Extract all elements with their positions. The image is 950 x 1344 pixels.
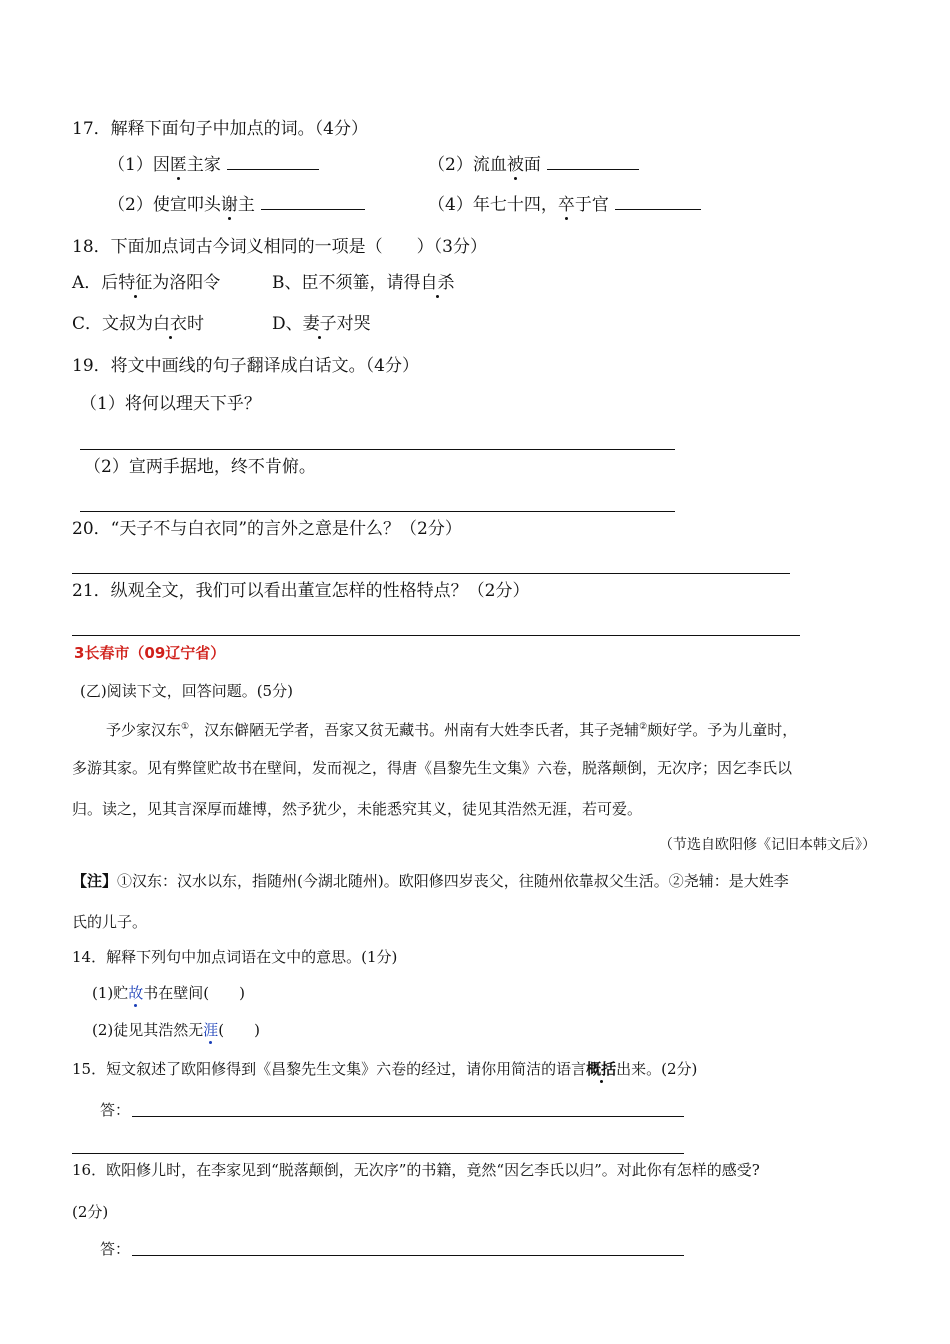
answer-blank[interactable]	[261, 193, 365, 210]
dotted-word: 涯	[203, 1021, 219, 1039]
note-line-1: 【注】①汉东：汉水以东，指随州(今湖北随州)。欧阳修四岁丧父，往随州依靠叔父生活。②尧辅：是大姓李	[72, 872, 789, 890]
q21-question: 21．纵观全文，我们可以看出董宣怎样的性格特点？（2分）	[72, 581, 530, 601]
answer-blank[interactable]	[547, 153, 639, 170]
q17-item-2: （2）流血被面	[428, 153, 639, 176]
q18-option-c[interactable]: C．文叔为白衣时	[72, 314, 205, 334]
answer-blank[interactable]	[227, 153, 319, 170]
passage-line-1: 予少家汉东①，汉东僻陋无学者，吾家又贫无藏书。州南有大姓李氏者，其子尧辅②颇好学。予为儿童时，	[106, 721, 798, 739]
dotted-word: 概括	[586, 1060, 617, 1078]
dotted-word: 谢	[220, 195, 238, 215]
dotted-word: 故	[128, 984, 144, 1002]
q17-item-4: （4）年七十四，卒于官	[428, 193, 701, 216]
q14-item-2: (2)徒见其浩然无涯( )	[92, 1021, 260, 1039]
dotted-word: 自杀	[420, 273, 455, 293]
q16-question-line-1: 16．欧阳修儿时，在李家见到“脱落颠倒，无次序”的书籍，竟然“因乞李氏以归”。对此你有怎样的感受?	[72, 1161, 760, 1179]
q19-sentence-2: （2）宣两手据地，终不肯俯。	[84, 457, 316, 477]
passage-line-3: 归。读之，见其言深厚而雄博，然予犹少，未能悉究其义，徒见其浩然无涯，若可爱。	[72, 800, 643, 818]
q17-title: 17．解释下面句子中加点的词。（4分）	[72, 119, 368, 139]
q17-item-1: （1）因匿主家	[108, 153, 319, 176]
q16-question-line-2: (2分)	[72, 1203, 109, 1221]
q19-sentence-1: （1）将何以理天下乎？	[80, 394, 261, 414]
answer-label: 答：	[100, 1240, 131, 1258]
note-line-2: 氏的儿子。	[72, 913, 148, 931]
q18-option-d[interactable]: D、妻子对哭	[272, 314, 371, 334]
dotted-word: 妻子	[302, 314, 337, 334]
dotted-word: 被	[506, 155, 524, 175]
answer-line[interactable]	[132, 1255, 684, 1256]
q15-question: 15．短文叙述了欧阳修得到《昌黎先生文集》六卷的经过，请你用简洁的语言概括出来。(2分)	[72, 1060, 698, 1078]
q19-title: 19．将文中画线的句子翻译成白话文。（4分）	[72, 356, 419, 376]
passage-source: （节选自欧阳修《记旧本韩文后》）	[659, 837, 876, 853]
answer-line[interactable]	[132, 1116, 684, 1117]
q18-option-a[interactable]: A．后特征为洛阳令	[72, 273, 221, 293]
answer-label: 答：	[100, 1101, 131, 1119]
dotted-word: 白衣	[153, 314, 188, 334]
answer-line[interactable]	[72, 1153, 684, 1154]
answer-line[interactable]	[72, 573, 790, 574]
q20-question: 20．“天子不与白衣同”的言外之意是什么？（2分）	[72, 519, 462, 539]
q18-option-b[interactable]: B、臣不须箠，请得自杀	[272, 273, 455, 293]
passage-line-2: 多游其家。见有弊筐贮故书在壁间，发而视之，得唐《昌黎先生文集》六卷，脱落颠倒，无次序；因乞李氏以	[72, 759, 793, 777]
q18-title: 18．下面加点词古今词义相同的一项是（ ）（3分）	[72, 237, 487, 257]
passage-intro: (乙)阅读下文，回答问题。(5分)	[80, 682, 293, 700]
dotted-word: 特征	[118, 273, 153, 293]
answer-blank[interactable]	[615, 193, 701, 210]
q17-item-3: （2）使宣叩头谢主	[108, 193, 365, 216]
answer-line[interactable]	[72, 635, 800, 636]
section-heading: 3长春市（09辽宁省）	[74, 644, 226, 662]
answer-line[interactable]	[80, 511, 675, 512]
dotted-word: 匿	[169, 155, 187, 175]
q14-item-1: (1)贮故书在壁间( )	[92, 984, 245, 1002]
answer-line[interactable]	[80, 449, 675, 450]
dotted-word: 卒	[557, 195, 575, 215]
q14-title: 14．解释下列句中加点词语在文中的意思。(1分)	[72, 948, 398, 966]
